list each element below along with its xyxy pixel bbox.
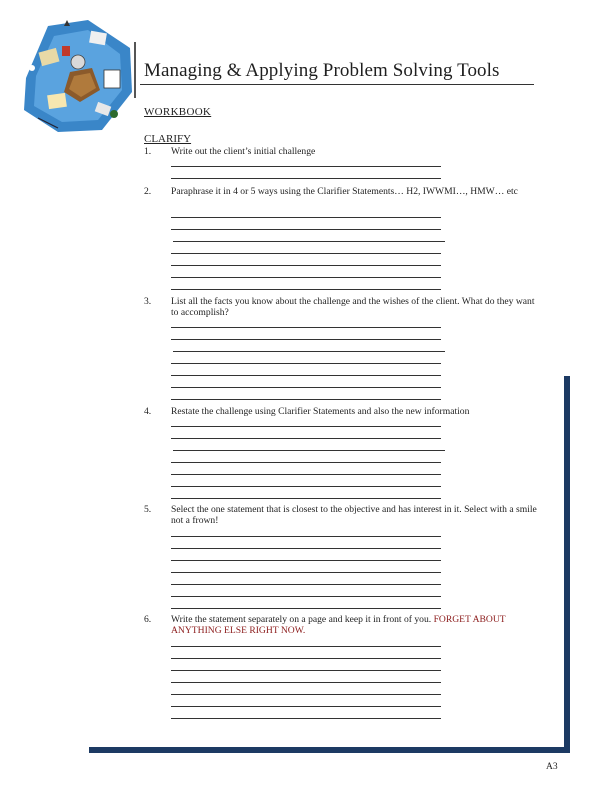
answer-line[interactable] [171,486,441,487]
answer-line[interactable] [171,584,441,585]
answer-line[interactable] [171,498,441,499]
question-text: Paraphrase it in 4 or 5 ways using the Clarifier Statements… H2, IWWMI…, HMW… etc [171,186,518,197]
answer-line[interactable] [171,718,441,719]
answer-line[interactable] [171,706,441,707]
accent-bar-horizontal [89,747,570,753]
answer-line[interactable] [171,217,441,218]
answer-line[interactable] [171,670,441,671]
answer-line[interactable] [171,474,441,475]
page-number: A3 [546,762,558,772]
answer-line[interactable] [171,462,441,463]
answer-line[interactable] [171,229,441,230]
answer-line[interactable] [171,560,441,561]
section-label-clarify: CLARIFY [144,133,192,145]
answer-line[interactable] [171,438,441,439]
answer-line[interactable] [171,166,441,167]
question-emphasis: FORGET ABOUT ANYTHING ELSE RIGHT NOW. [171,614,506,636]
answer-line[interactable] [171,426,441,427]
question-text: List all the facts you know about the challenge and the wishes of the client. What do they want to accomplish? [171,296,535,318]
answer-line[interactable] [171,327,441,328]
answer-line[interactable] [171,694,441,695]
answer-line[interactable] [171,548,441,549]
question-text: Restate the challenge using Clarifier Statements and also the new information [171,406,470,417]
answer-line[interactable] [171,596,441,597]
question-text-main: Write the statement separately on a page and keep it in front of you. [171,614,434,625]
question-text: Write out the client’s initial challenge [171,146,316,157]
title-horizontal-rule [140,84,534,85]
answer-line[interactable] [171,289,441,290]
workbook-label: WORKBOOK [144,106,212,118]
answer-line[interactable] [171,375,441,376]
question-number: 3. [144,296,152,307]
answer-line[interactable] [171,682,441,683]
answer-line[interactable] [171,277,441,278]
puzzle-collage-logo-icon [18,18,136,136]
page-title: Managing & Applying Problem Solving Tools [144,60,500,81]
question-number: 5. [144,504,152,515]
question-number: 4. [144,406,152,417]
question-number: 1. [144,146,152,157]
answer-line[interactable] [171,253,441,254]
answer-line[interactable] [173,351,445,352]
question-number: 6. [144,614,152,625]
answer-line[interactable] [171,608,441,609]
question-text [171,614,539,636]
answer-line[interactable] [171,363,441,364]
question-number: 2. [144,186,152,197]
answer-line[interactable] [171,387,441,388]
answer-line[interactable] [171,339,441,340]
answer-line[interactable] [173,450,445,451]
answer-line[interactable] [171,265,441,266]
answer-line[interactable] [171,646,441,647]
answer-line[interactable] [173,241,445,242]
answer-line[interactable] [171,399,441,400]
answer-line[interactable] [171,178,441,179]
answer-line[interactable] [171,536,441,537]
answer-line[interactable] [171,658,441,659]
answer-line[interactable] [171,572,441,573]
accent-bar-vertical [564,376,570,752]
title-vertical-rule [134,42,136,98]
question-text: Select the one statement that is closest to the objective and has interest in it. Select with a smile not a frown! [171,504,537,526]
